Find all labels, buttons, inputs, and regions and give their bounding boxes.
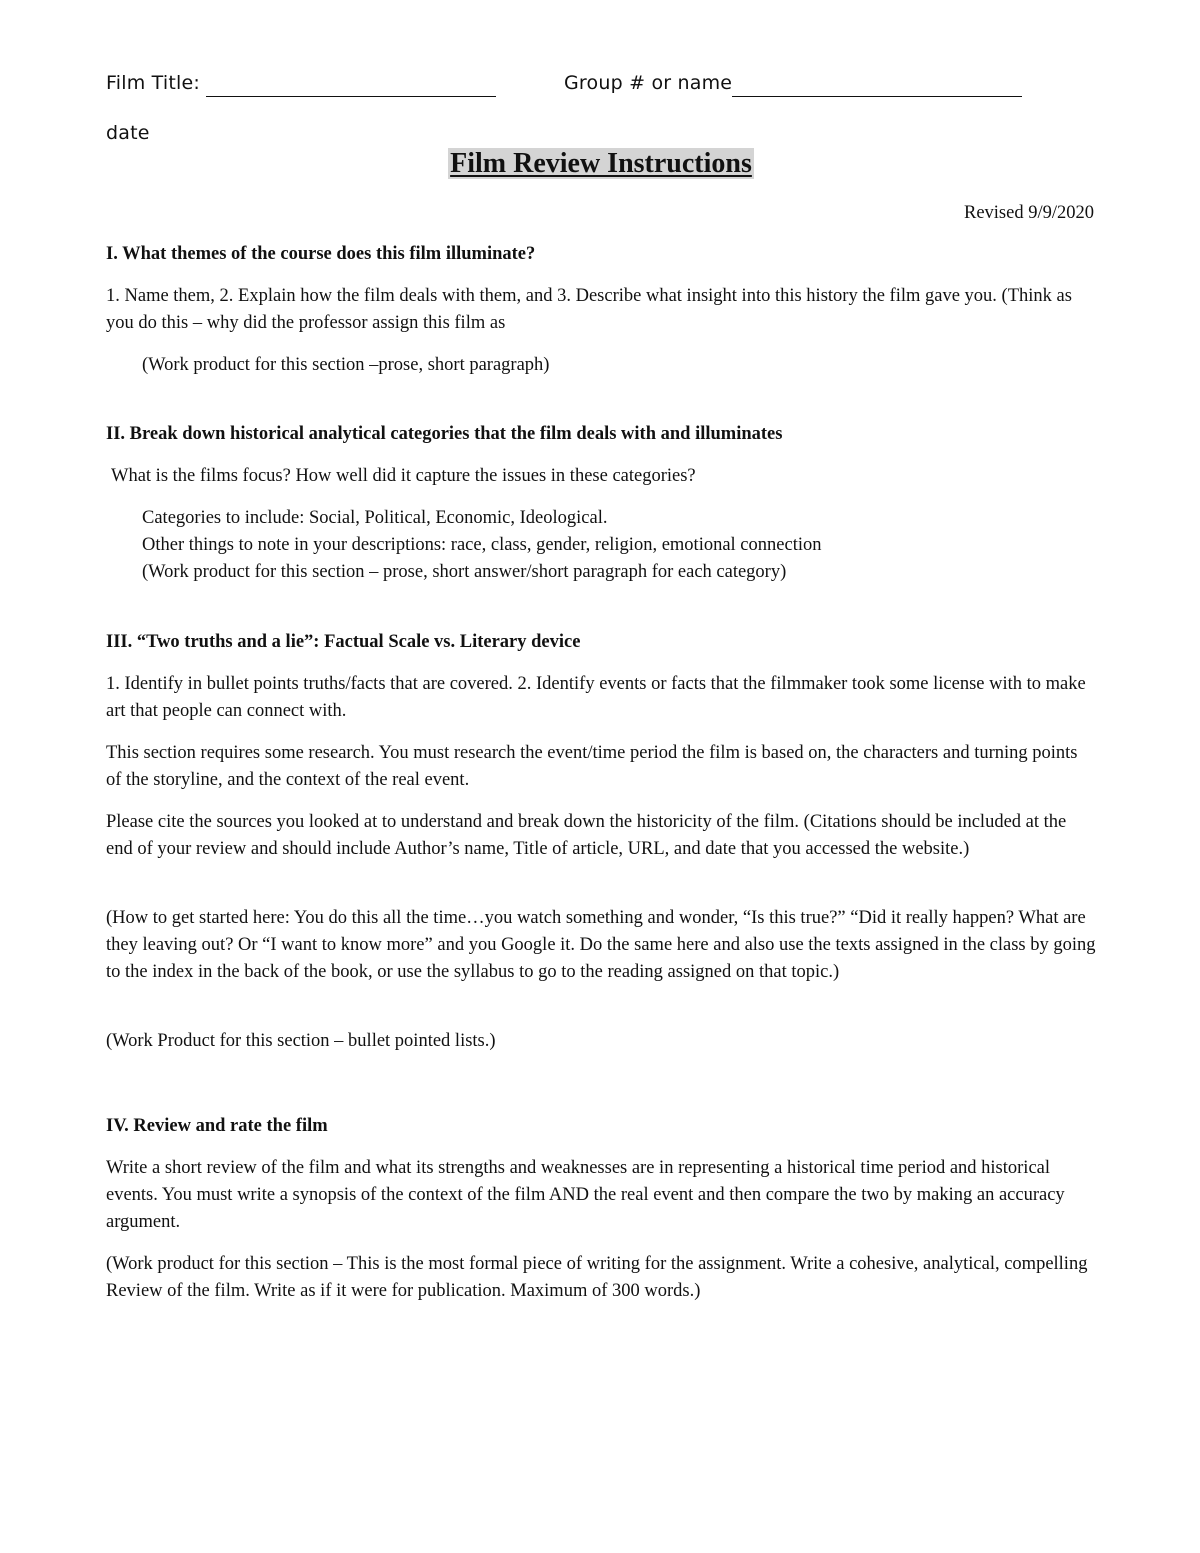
section-2-paragraph: What is the films focus? How well did it capture the issues in these categories? [111, 466, 696, 486]
document-page [106, 0, 1096, 1553]
header-fields [106, 70, 1096, 100]
page-title [106, 146, 1096, 182]
film-title-field [106, 70, 496, 97]
section-2-notes: Other things to note in your descriptions: race, class, gender, religion, emotional connection [142, 535, 822, 555]
page-title-text: Film Review Instructions [450, 148, 752, 179]
section-1-heading: I. What themes of the course does this film illuminate? [106, 244, 536, 264]
section-2-heading: II. Break down historical analytical categories that the film deals with and illuminates [106, 424, 783, 444]
section-3-paragraph-4: (How to get started here: You do this all the time…you watch something and wonder, “Is this true?” “Did it really happen? What are they leaving out? Or “I want to know more” and you Google it. Do the same here and also use the texts assigned in the class by going to the index in the back of the book, or use the syllabus to go to the reading assigned on that topic.) [106, 908, 1096, 982]
section-2-work-product: (Work product for this section – prose, short answer/short paragraph for each category) [142, 562, 787, 582]
film-title-label: Film Title: [106, 72, 200, 94]
section-3-paragraph-1: 1. Identify in bullet points truths/facts that are covered. 2. Identify events or facts that the filmmaker took some license with to make art that people can connect with. [106, 674, 1086, 721]
section-2-categories: Categories to include: Social, Political, Economic, Ideological. [142, 508, 608, 528]
section-4-paragraph-1: Write a short review of the film and what its strengths and weaknesses are in representing a historical time period and historical events. You must write a synopsis of the context of the film AND the real event and then compare the two by making an accuracy argument. [106, 1158, 1065, 1232]
revised-date: Revised 9/9/2020 [963, 203, 1094, 223]
section-4-work-product: (Work product for this section – This is the most formal piece of writing for the assignment. Write a cohesive, analytical, compelling Review of the film. Write as if it were for publication. Maximum of 300 words.) [106, 1254, 1088, 1301]
section-1-work-product: (Work product for this section –prose, short paragraph) [142, 355, 550, 375]
group-blank [732, 74, 1022, 97]
group-label: Group # or name [564, 72, 733, 94]
group-field [564, 70, 1022, 97]
section-3-paragraph-2: This section requires some research. You must research the event/time period the film is based on, the characters and turning points of the storyline, and the context of the real event. [106, 743, 1078, 790]
section-4-heading: IV. Review and rate the film [106, 1116, 328, 1136]
section-1-paragraph: 1. Name them, 2. Explain how the film deals with them, and 3. Describe what insight into this history the film gave you. (Think as you do this – why did the professor assign this film as [106, 286, 1072, 333]
section-3-paragraph-3: Please cite the sources you looked at to understand and break down the historicity of the film. (Citations should be included at the end of your review and should include Author’s name, Title of article, URL, and date that you accessed the website.) [106, 812, 1067, 859]
film-title-blank [206, 74, 496, 97]
section-3-heading: III. “Two truths and a lie”: Factual Scale vs. Literary device [106, 632, 581, 652]
section-3-work-product: (Work Product for this section – bullet pointed lists.) [106, 1031, 496, 1051]
date-label: date [106, 122, 150, 144]
